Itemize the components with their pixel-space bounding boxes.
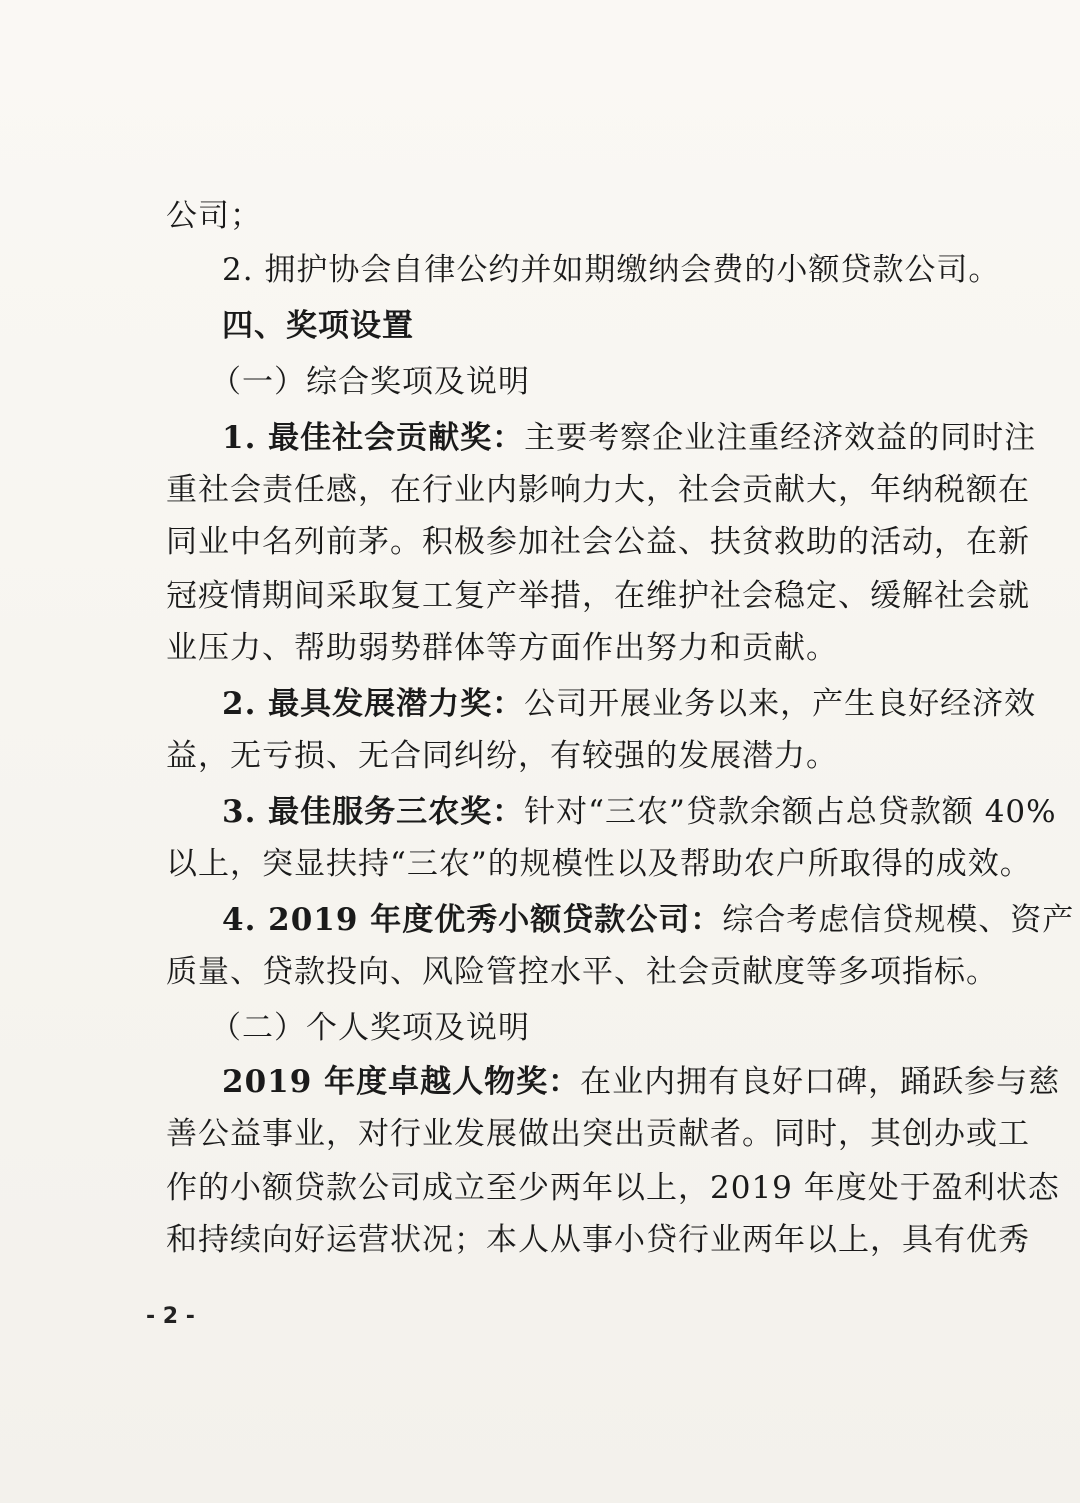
line-text: 益，无亏损、无合同纠纷，有较强的发展潜力。	[166, 738, 838, 774]
text-line	[222, 898, 1074, 942]
text-line	[166, 194, 262, 238]
section-heading	[222, 304, 414, 348]
award-title: 2. 最具发展潜力奖：	[222, 686, 525, 722]
text-line	[166, 734, 838, 778]
line-text: 公司开展业务以来，产生良好经济效	[524, 686, 1037, 722]
line-text: 以上，突显扶持“三农”的规模性以及帮助农户所取得的成效。	[166, 846, 1032, 882]
line-text: 主要考察企业注重经济效益的同时注	[524, 420, 1037, 456]
subsection-heading	[210, 360, 530, 404]
award-title: 4. 2019 年度优秀小额贷款公司：	[222, 902, 723, 938]
text-line	[166, 1218, 1030, 1262]
text-line	[222, 682, 1036, 726]
line-text: 善公益事业，对行业发展做出突出贡献者。同时，其创办或工	[166, 1116, 1030, 1152]
text-line	[222, 1060, 1060, 1104]
line-text: 作的小额贷款公司成立至少两年以上，2019 年度处于盈利状态	[166, 1170, 1060, 1206]
subheading-text: （二）个人奖项及说明	[210, 1010, 530, 1046]
line-text: 重社会责任感，在行业内影响力大，社会贡献大，年纳税额在	[166, 472, 1030, 508]
text-line	[166, 950, 998, 994]
award-title: 2019 年度卓越人物奖：	[222, 1064, 581, 1100]
subsection-heading	[210, 1006, 530, 1050]
subheading-text: （一）综合奖项及说明	[210, 364, 530, 400]
text-line	[166, 468, 1030, 512]
text-line	[166, 574, 1030, 618]
text-line	[166, 842, 1032, 886]
line-text: 业压力、帮助弱势群体等方面作出努力和贡献。	[166, 630, 838, 666]
text-line	[166, 1166, 1060, 1210]
text-line	[222, 416, 1036, 460]
line-text: 和持续向好运营状况；本人从事小贷行业两年以上，具有优秀	[166, 1222, 1030, 1258]
page-number: - 2 -	[146, 1304, 195, 1329]
line-text: 针对“三农”贷款余额占总贷款额 40%	[524, 794, 1057, 830]
line-text: 质量、贷款投向、风险管控水平、社会贡献度等多项指标。	[166, 954, 998, 990]
award-title: 1. 最佳社会贡献奖：	[222, 420, 525, 456]
line-text: 同业中名列前茅。积极参加社会公益、扶贫救助的活动，在新	[166, 524, 1030, 560]
text-line	[222, 248, 1000, 292]
line-text: 冠疫情期间采取复工复产举措，在维护社会稳定、缓解社会就	[166, 578, 1030, 614]
award-title: 3. 最佳服务三农奖：	[222, 794, 525, 830]
line-text: 在业内拥有良好口碑，踊跃参与慈	[580, 1064, 1061, 1100]
text-line	[166, 520, 1030, 564]
text-line	[222, 790, 1057, 834]
line-text: 2. 拥护协会自律公约并如期缴纳会费的小额贷款公司。	[222, 252, 1001, 288]
line-text: 综合考虑信贷规模、资产	[722, 902, 1075, 938]
heading-text: 四、奖项设置	[222, 308, 414, 344]
line-text: 公司；	[166, 198, 262, 234]
text-line	[166, 626, 838, 670]
text-line	[166, 1112, 1030, 1156]
